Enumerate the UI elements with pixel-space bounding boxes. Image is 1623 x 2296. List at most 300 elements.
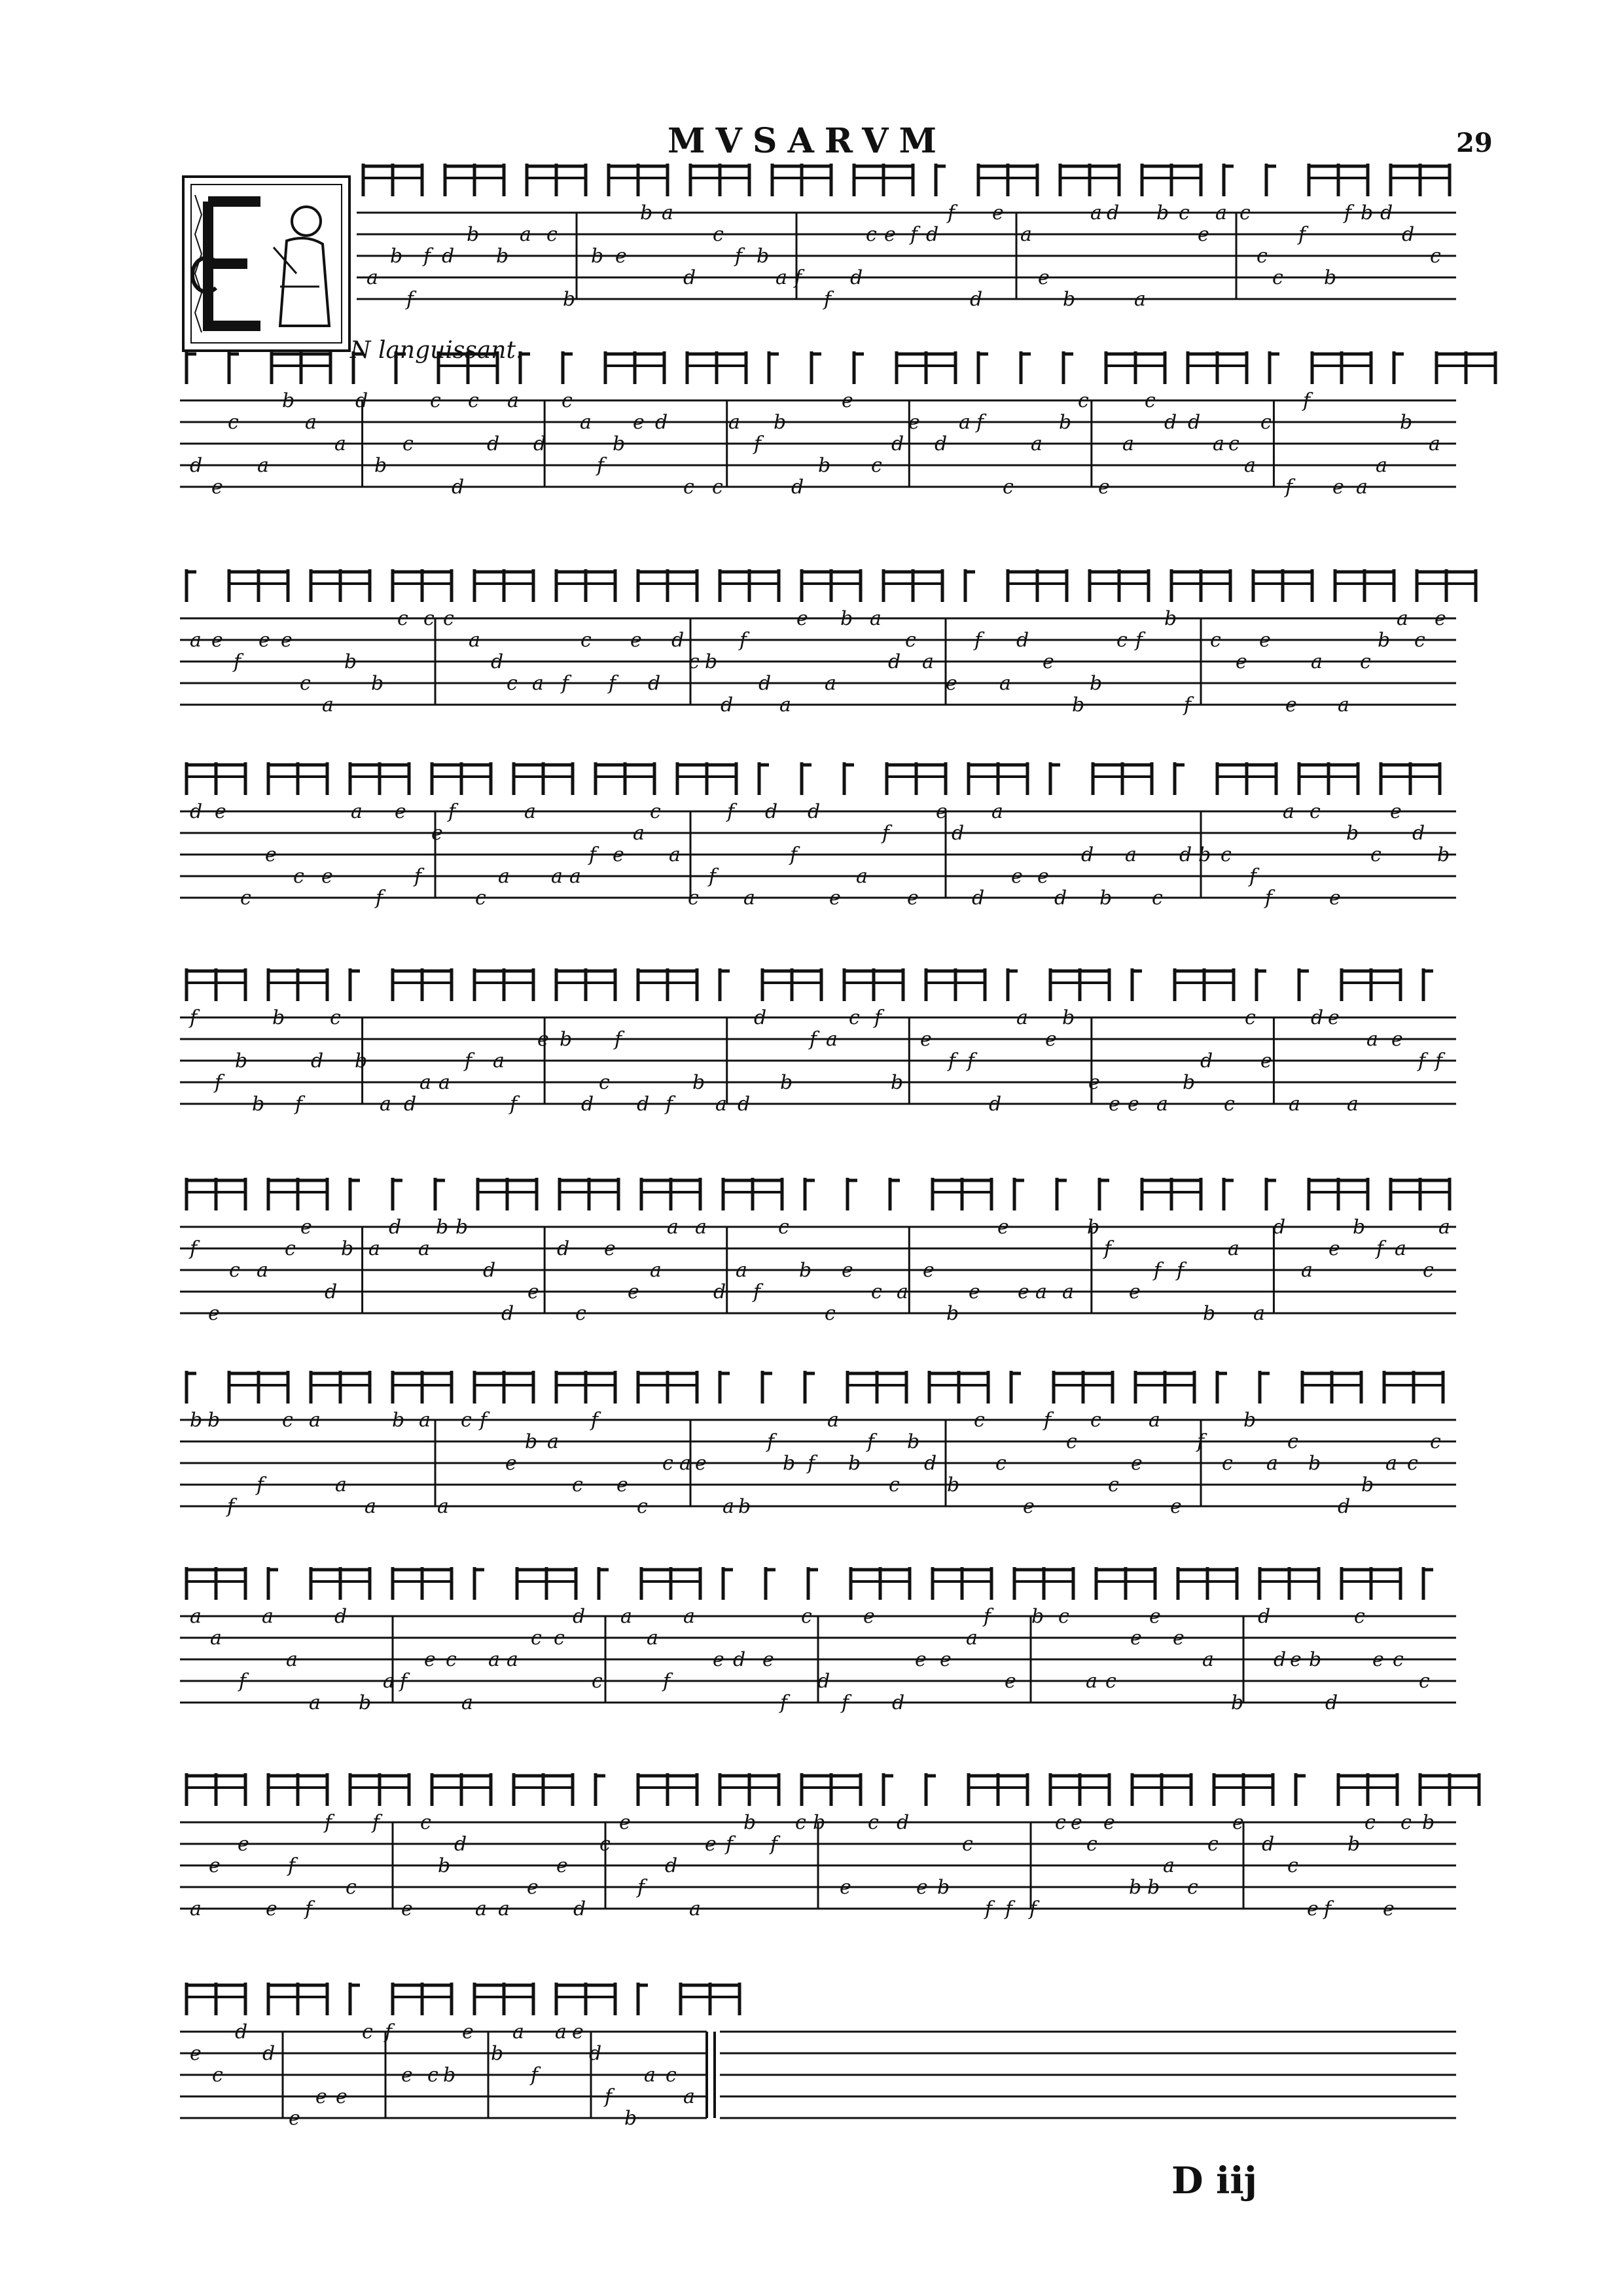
rhythm-flag — [229, 569, 288, 602]
rhythm-flag — [478, 1178, 537, 1210]
tab-letter: c — [825, 1302, 836, 1325]
tab-letter: b — [947, 1474, 960, 1496]
tab-letter: f — [1184, 694, 1192, 716]
tab-letter: a — [1215, 202, 1227, 224]
tab-letter: a — [547, 1430, 559, 1453]
tab-letter: a — [620, 1605, 632, 1628]
tab-letter: b — [946, 1302, 959, 1325]
rhythm-flag — [802, 762, 812, 795]
tab-letter: d — [262, 2042, 276, 2065]
tab-letter: f — [215, 1071, 223, 1094]
tab-letter: e — [628, 1280, 639, 1303]
tablature-system — [180, 762, 1456, 910]
rhythm-flag — [563, 351, 573, 384]
tab-letter: a — [419, 1409, 431, 1432]
tab-letter: e — [613, 843, 624, 866]
rhythm-flag — [187, 1983, 245, 2015]
tab-letter: e — [920, 1028, 932, 1051]
tab-letter: e — [992, 202, 1004, 224]
rhythm-flag — [677, 762, 736, 795]
tab-letter: d — [573, 1605, 586, 1628]
tab-letter: a — [334, 433, 346, 455]
tab-letter: f — [400, 1670, 408, 1693]
tab-letter: c — [637, 1495, 648, 1518]
rhythm-flag — [609, 164, 668, 196]
rhythm-flag — [1057, 1178, 1067, 1210]
rhythm-flag — [1342, 1567, 1400, 1600]
tab-letter: b — [563, 288, 576, 311]
tab-letter: a — [1311, 650, 1323, 673]
rhythm-flag — [596, 762, 654, 795]
rhythm-flag — [641, 1178, 700, 1210]
tab-letter: c — [1260, 411, 1272, 434]
tab-letter: a — [1376, 454, 1387, 477]
tab-letter: b — [1087, 1216, 1100, 1239]
tab-letter: e — [1038, 266, 1050, 289]
tab-letter: a — [667, 1216, 679, 1239]
tab-letter: b — [591, 245, 604, 268]
tab-letter: e — [537, 1028, 549, 1051]
tab-letter: e — [321, 865, 333, 888]
tab-letter: d — [1325, 1691, 1338, 1714]
tab-letter: a — [437, 1495, 449, 1518]
tab-letter: c — [599, 1833, 611, 1856]
tab-letter: f — [190, 1237, 198, 1260]
tab-letter: c — [1058, 1605, 1069, 1628]
tab-letter: b — [1156, 202, 1169, 224]
tab-letter: e — [300, 1216, 312, 1239]
tab-letter: d — [1188, 411, 1201, 434]
tab-letter: f — [984, 1605, 991, 1628]
tab-letter: f — [239, 1670, 247, 1693]
tab-letter: f — [770, 1833, 778, 1856]
tablature-system — [357, 164, 1456, 311]
tab-letter: c — [801, 1605, 812, 1628]
tab-letter: d — [501, 1302, 514, 1325]
tab-letter: b — [1059, 411, 1072, 434]
tab-letter: a — [728, 411, 740, 434]
tab-letter: b — [1437, 843, 1450, 866]
tab-letter: a — [1122, 433, 1134, 455]
tab-letter: f — [1177, 1259, 1185, 1282]
tab-letter: c — [1272, 266, 1283, 289]
tab-letter: e — [1328, 1006, 1340, 1029]
tab-letter: b — [467, 223, 480, 246]
tab-letter: e — [211, 629, 223, 652]
rhythm-flag — [1299, 762, 1358, 795]
tab-letter: b — [1353, 1216, 1366, 1239]
rhythm-flag — [1384, 1371, 1443, 1404]
rhythm-flag — [641, 1567, 700, 1600]
tab-letter: d — [404, 1093, 417, 1116]
rhythm-flag — [1171, 569, 1230, 602]
tab-letter: f — [325, 1811, 332, 1834]
tab-letter: a — [335, 1474, 347, 1496]
rhythm-flag — [1106, 351, 1165, 384]
tab-letter: a — [959, 411, 971, 434]
tab-letter: e — [1391, 1028, 1403, 1051]
tab-letter: a — [1301, 1259, 1313, 1282]
tab-letter: c — [688, 887, 699, 910]
tab-letter: e — [619, 1811, 631, 1834]
tab-letter: c — [1419, 1670, 1430, 1693]
tab-letter: c — [330, 1006, 341, 1029]
tab-letter: e — [907, 887, 919, 910]
tab-letter: e — [840, 1876, 851, 1899]
rhythm-flag — [187, 1773, 245, 1806]
tab-letter: a — [488, 1648, 500, 1671]
rhythm-flag — [1420, 1773, 1479, 1806]
tab-letter: a — [524, 800, 536, 823]
tab-letter: e — [401, 1898, 413, 1920]
tab-letter: f — [1029, 1898, 1037, 1920]
tab-letter: d — [452, 476, 465, 499]
tab-letter: a — [679, 1452, 691, 1475]
tab-letter: f — [591, 1409, 599, 1432]
tab-letter: f — [1154, 1259, 1162, 1282]
tab-letter: c — [282, 1409, 293, 1432]
tab-letter: f — [974, 629, 982, 652]
tab-letter: a — [897, 1280, 908, 1303]
tab-letter: a — [507, 389, 519, 412]
tab-letter: c — [871, 454, 882, 477]
rhythm-flag — [1257, 968, 1266, 1001]
tab-letter: e — [315, 2085, 327, 2108]
tab-letter: e — [884, 223, 896, 246]
tab-letter: c — [1207, 1833, 1219, 1856]
rhythm-flag — [723, 1178, 782, 1210]
rhythm-flag — [268, 968, 327, 1001]
rhythm-flag — [1008, 569, 1067, 602]
rhythm-flag — [1099, 1178, 1109, 1210]
rhythm-flag — [720, 968, 730, 1001]
tab-letter: a — [1395, 1237, 1406, 1260]
tab-letter: b — [525, 1430, 538, 1453]
rhythm-flag — [474, 1983, 533, 2015]
tab-letter: b — [1309, 1648, 1322, 1671]
tab-letter: f — [985, 1898, 993, 1920]
rhythm-flag — [187, 968, 245, 1001]
rhythm-flag — [1014, 1178, 1024, 1210]
tab-letter: a — [551, 865, 563, 888]
tab-letter: d — [972, 887, 985, 910]
tab-letter: f — [589, 843, 597, 866]
tab-letter: c — [430, 389, 441, 412]
tab-letter: d — [355, 389, 368, 412]
tab-letter: c — [688, 650, 700, 673]
tab-letter: d — [1338, 1495, 1351, 1518]
tab-letter: a — [736, 1259, 747, 1282]
rhythm-flag — [847, 1178, 857, 1210]
tab-letter: d — [738, 1093, 751, 1116]
tab-letter: c — [1364, 1811, 1376, 1834]
tab-letter: d — [1273, 1216, 1286, 1239]
rhythm-flag — [1096, 1567, 1155, 1600]
tab-letter: d — [637, 1093, 650, 1116]
tab-letter: e — [1005, 1670, 1016, 1693]
tab-letter: c — [423, 607, 435, 630]
tab-letter: a — [520, 223, 531, 246]
rhythm-flag — [978, 351, 988, 384]
tab-letter: a — [870, 607, 882, 630]
tab-letter: b — [1090, 672, 1103, 695]
rhythm-flag — [762, 1371, 772, 1404]
tab-letter: c — [362, 2021, 373, 2043]
tab-letter: c — [662, 1452, 673, 1475]
tab-letter: c — [228, 411, 239, 434]
rhythm-flag — [772, 164, 831, 196]
rhythm-flag — [393, 1371, 452, 1404]
tab-letter: a — [1356, 476, 1368, 499]
rhythm-flag — [638, 1983, 648, 2015]
tab-letter: e — [266, 1898, 277, 1920]
tab-letter: e — [915, 1648, 927, 1671]
tab-letter: b — [1198, 843, 1211, 866]
tab-letter: c — [713, 223, 724, 246]
rhythm-flag — [474, 1371, 533, 1404]
tab-letter: f — [288, 1854, 296, 1877]
rhythm-flag — [1090, 569, 1149, 602]
tab-letter: c — [1228, 433, 1240, 455]
rhythm-flag — [432, 1773, 491, 1806]
rhythm-flag — [187, 762, 245, 795]
tab-letter: f — [562, 672, 569, 695]
tab-letter: e — [923, 1259, 935, 1282]
tab-letter: a — [991, 800, 1003, 823]
tab-letter: e — [1043, 650, 1054, 673]
tab-letter: e — [211, 476, 223, 499]
rhythm-flag — [978, 164, 1037, 196]
tab-letter: f — [1044, 1409, 1052, 1432]
tab-letter: e — [289, 2107, 300, 2130]
tablature-system — [180, 1371, 1456, 1518]
tab-letter: b — [757, 245, 770, 268]
tab-letter: a — [305, 411, 317, 434]
tab-letter: d — [325, 1280, 338, 1303]
tab-letter: b — [743, 1811, 757, 1834]
tab-letter: f — [740, 629, 747, 652]
tablature-system — [180, 1983, 1456, 2130]
page-title: MVSARVM — [668, 121, 948, 161]
tab-letter: d — [891, 433, 904, 455]
tab-letter: a — [776, 266, 787, 289]
rhythm-flag — [802, 569, 861, 602]
tab-letter: a — [633, 822, 645, 845]
tab-letter: b — [455, 1216, 469, 1239]
tab-letter: c — [1090, 1409, 1101, 1432]
tab-letter: a — [419, 1071, 431, 1094]
tab-letter: b — [1147, 1876, 1160, 1899]
tab-letter: d — [808, 800, 821, 823]
tab-letter: d — [581, 1093, 594, 1116]
tab-letter: f — [385, 2021, 393, 2043]
tab-letter: b — [780, 1071, 793, 1094]
rhythm-flag — [847, 1371, 906, 1404]
tab-letter: d — [1402, 223, 1415, 246]
tab-letter: c — [1393, 1648, 1404, 1671]
tab-letter: b — [783, 1452, 796, 1475]
tab-letter: b — [190, 1409, 203, 1432]
tab-letter: c — [1145, 389, 1156, 412]
tab-letter: c — [1066, 1430, 1077, 1453]
tab-letter: f — [910, 223, 918, 246]
tab-letter: b — [359, 1691, 372, 1714]
rhythm-flag — [1188, 351, 1247, 384]
rhythm-flag — [720, 1773, 779, 1806]
rhythm-flag — [474, 1567, 484, 1600]
tab-letter: b — [1361, 202, 1374, 224]
tab-letter: a — [493, 1050, 505, 1072]
tab-letter: b — [1183, 1071, 1196, 1094]
tablature-system — [180, 569, 1476, 716]
rhythm-flag — [1060, 164, 1119, 196]
tab-letter: c — [1400, 1811, 1412, 1834]
tab-letter: b — [436, 1216, 449, 1239]
tab-letter: a — [257, 454, 269, 477]
tab-letter: e — [1103, 1811, 1115, 1834]
tab-letter: b — [282, 389, 295, 412]
tab-letter: b — [705, 650, 718, 673]
tab-letter: f — [1344, 202, 1352, 224]
tab-letter: b — [252, 1093, 265, 1116]
tab-letter: c — [402, 433, 414, 455]
rhythm-flag — [527, 164, 586, 196]
tab-letter: d — [1081, 843, 1094, 866]
signature-mark: D iij — [1171, 2159, 1257, 2202]
tab-letter: c — [443, 607, 454, 630]
tab-letter: e — [556, 1854, 568, 1877]
tab-letter: b — [1203, 1302, 1216, 1325]
tab-letter: b — [818, 454, 831, 477]
rhythm-flag — [1224, 164, 1234, 196]
tab-letter: f — [295, 1093, 303, 1116]
tab-letter: e — [842, 389, 853, 412]
tab-letter: d — [935, 433, 948, 455]
tab-letter: a — [1438, 1216, 1450, 1239]
tab-letter: f — [609, 672, 616, 695]
tab-letter: d — [589, 2042, 602, 2065]
rhythm-flag — [769, 351, 779, 384]
tab-letter: b — [692, 1071, 705, 1094]
rhythm-flag — [605, 351, 664, 384]
tab-letter: e — [604, 1237, 616, 1260]
tab-letter: a — [650, 1259, 662, 1282]
tab-letter: f — [406, 288, 414, 311]
rhythm-flag — [1008, 968, 1018, 1001]
tab-letter: a — [190, 1898, 202, 1920]
tab-letter: a — [825, 672, 836, 695]
rhythm-flag — [229, 1371, 288, 1404]
tab-letter: d — [1412, 822, 1425, 845]
tab-letter: c — [712, 476, 723, 499]
tab-letter: f — [1285, 476, 1293, 499]
tab-letter: c — [868, 1811, 879, 1834]
tab-letter: d — [713, 1280, 726, 1303]
page-number: 29 — [1456, 128, 1493, 158]
tab-letter: c — [1078, 389, 1089, 412]
rhythm-flag — [1299, 968, 1309, 1001]
tab-letter: a — [1086, 1670, 1097, 1693]
rhythm-flag — [805, 1178, 815, 1210]
tab-letter: e — [695, 1452, 707, 1475]
tab-letter: d — [235, 2021, 248, 2043]
tab-letter: b — [799, 1259, 812, 1282]
rhythm-flag — [268, 762, 327, 795]
tab-letter: f — [967, 1050, 975, 1072]
rhythm-flag — [1014, 1567, 1073, 1600]
tab-letter: c — [229, 1259, 240, 1282]
tab-letter: e — [940, 1648, 952, 1671]
tab-letter: e — [281, 629, 293, 652]
tab-letter: f — [948, 202, 955, 224]
rhythm-flag — [268, 1773, 327, 1806]
tab-letter: e — [1045, 1028, 1057, 1051]
tab-letter: e — [762, 1648, 774, 1671]
tab-letter: c — [995, 1452, 1007, 1475]
tab-letter: d — [754, 1006, 767, 1029]
tab-letter: b — [491, 2042, 504, 2065]
tab-letter: d — [1179, 843, 1192, 866]
tab-letter: c — [346, 1876, 357, 1899]
tab-letter: a — [1289, 1093, 1300, 1116]
tab-letter: b — [392, 1409, 405, 1432]
tab-letter: c — [592, 1670, 603, 1693]
tab-letter: d — [1200, 1050, 1213, 1072]
rhythm-flag — [638, 1773, 697, 1806]
rhythm-flag — [1178, 1567, 1237, 1600]
tab-letter: a — [438, 1071, 450, 1094]
tab-letter: e — [1236, 650, 1247, 673]
rhythm-flag — [517, 1567, 576, 1600]
tab-letter: a — [1062, 1280, 1074, 1303]
tab-letter: e — [1098, 476, 1110, 499]
tab-letter: b — [443, 2064, 456, 2087]
tab-letter: b — [613, 433, 626, 455]
tab-letter: e — [190, 2042, 202, 2065]
tab-letter: a — [262, 1605, 274, 1628]
tab-letter: d — [733, 1648, 746, 1671]
tab-letter: f — [1324, 1898, 1332, 1920]
tab-letter: e — [215, 800, 226, 823]
rhythm-flag — [393, 1567, 452, 1600]
tab-letter: a — [1213, 433, 1224, 455]
tab-letter: b — [235, 1050, 248, 1072]
tab-letter: c — [905, 629, 916, 652]
tab-letter: c — [562, 389, 573, 412]
rhythm-flag — [1224, 1178, 1234, 1210]
tab-letter: b — [1129, 1876, 1142, 1899]
tab-letter: c — [1108, 1474, 1119, 1496]
rhythm-flag — [1394, 351, 1404, 384]
tab-letter: e — [705, 1833, 717, 1856]
tab-letter: a — [1244, 454, 1256, 477]
tab-letter: d — [721, 694, 734, 716]
tab-letter: d — [952, 822, 965, 845]
rhythm-flag — [687, 351, 746, 384]
tab-letter: d — [190, 454, 203, 477]
tab-letter: d — [1016, 629, 1029, 652]
tab-letter: f — [227, 1495, 235, 1518]
rhythm-flag — [1021, 351, 1031, 384]
tab-letter: c — [240, 887, 251, 910]
tab-letter: b — [1422, 1811, 1435, 1834]
tab-letter: c — [1240, 202, 1251, 224]
tab-letter: e — [1307, 1898, 1319, 1920]
tab-letter: a — [1283, 800, 1294, 823]
rhythm-flag — [965, 569, 975, 602]
rhythm-flag — [393, 968, 452, 1001]
tab-letter: a — [689, 1898, 701, 1920]
